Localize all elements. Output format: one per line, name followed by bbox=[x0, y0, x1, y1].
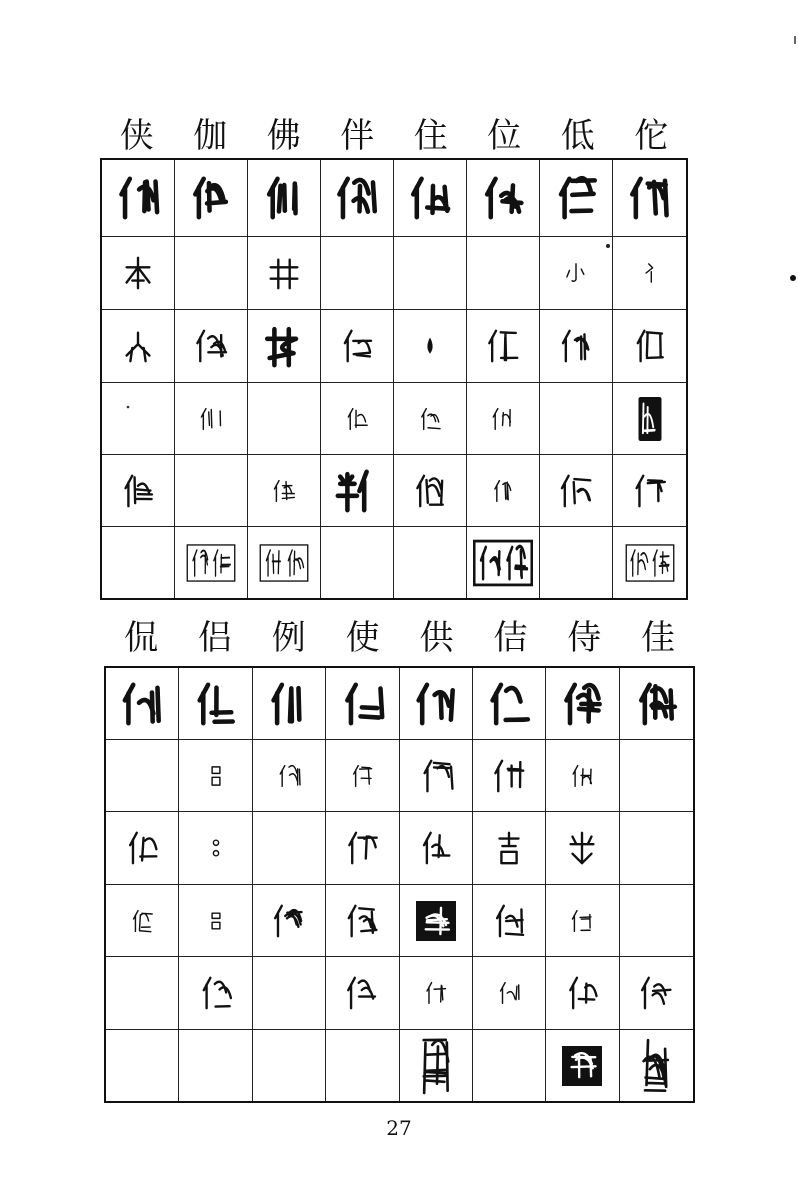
table-cell bbox=[175, 527, 248, 598]
table-cell bbox=[620, 812, 693, 885]
table-cell bbox=[106, 957, 179, 1030]
glyph-image bbox=[638, 1035, 674, 1097]
table-cell bbox=[248, 527, 321, 598]
table-cell bbox=[467, 455, 540, 527]
header-char: 佶 bbox=[493, 618, 528, 658]
glyph-image bbox=[119, 472, 157, 510]
glyph-image bbox=[625, 544, 675, 582]
table-cell bbox=[179, 885, 252, 957]
glyph-image bbox=[562, 1046, 602, 1086]
table-cell bbox=[473, 668, 546, 740]
table-cell bbox=[179, 668, 252, 740]
table-cell bbox=[394, 455, 467, 527]
table-cell bbox=[467, 310, 540, 383]
glyph-image bbox=[129, 908, 155, 934]
glyph-image bbox=[490, 829, 528, 867]
glyph-image bbox=[557, 472, 595, 510]
header-char: 佳 bbox=[641, 618, 676, 658]
character-table-2 bbox=[104, 666, 695, 1103]
glyph-image bbox=[260, 174, 308, 222]
table-cell bbox=[179, 1030, 252, 1101]
header-char: 侍 bbox=[567, 618, 602, 658]
table-cell bbox=[613, 383, 686, 455]
glyph-image bbox=[333, 174, 381, 222]
table-cell bbox=[321, 160, 394, 237]
glyph-image bbox=[417, 406, 443, 432]
table-cell bbox=[253, 885, 326, 957]
table-cell bbox=[400, 668, 473, 740]
table-cell bbox=[248, 455, 321, 527]
table-cell bbox=[253, 1030, 326, 1101]
table-cell bbox=[321, 455, 394, 527]
table-cell bbox=[326, 957, 399, 1030]
table-cell bbox=[540, 527, 613, 598]
glyph-image bbox=[203, 763, 229, 789]
header-char: 供 bbox=[419, 618, 454, 658]
glyph-image bbox=[186, 544, 236, 582]
glyph-image bbox=[118, 680, 166, 728]
table-cell bbox=[620, 668, 693, 740]
glyph-image bbox=[123, 829, 161, 867]
table-cell bbox=[102, 527, 175, 598]
table-cell bbox=[326, 668, 399, 740]
table-cell bbox=[179, 812, 252, 885]
table-cell bbox=[106, 668, 179, 740]
table-cell bbox=[546, 668, 619, 740]
glyph-image bbox=[265, 680, 313, 728]
glyph-image bbox=[197, 974, 235, 1012]
glyph-image bbox=[417, 829, 455, 867]
table-cell bbox=[106, 740, 179, 812]
table-cell bbox=[467, 383, 540, 455]
glyph-image bbox=[496, 980, 522, 1006]
glyph-image bbox=[418, 1035, 454, 1097]
glyph-image bbox=[563, 260, 589, 286]
table-cell bbox=[546, 1030, 619, 1101]
glyph-image bbox=[338, 680, 386, 728]
table-cell bbox=[473, 885, 546, 957]
table-cell bbox=[326, 812, 399, 885]
table-cell bbox=[467, 237, 540, 310]
glyph-image bbox=[203, 835, 229, 861]
table-cell bbox=[540, 310, 613, 383]
glyph-image bbox=[558, 680, 606, 728]
header-char: 侃 bbox=[123, 618, 158, 658]
glyph-image bbox=[563, 829, 601, 867]
header-row-1 bbox=[100, 116, 688, 156]
table-cell bbox=[540, 455, 613, 527]
table-cell bbox=[106, 885, 179, 957]
table-cell bbox=[321, 383, 394, 455]
table-cell bbox=[102, 237, 175, 310]
table-cell bbox=[321, 527, 394, 598]
glyph-image bbox=[271, 478, 297, 504]
table-cell bbox=[326, 740, 399, 812]
table-cell bbox=[248, 160, 321, 237]
table-cell bbox=[175, 455, 248, 527]
table-cell bbox=[394, 383, 467, 455]
header-char: 使 bbox=[345, 618, 380, 658]
glyph-image bbox=[344, 406, 370, 432]
table-cell bbox=[540, 237, 613, 310]
table-cell bbox=[102, 310, 175, 383]
table-cell bbox=[253, 812, 326, 885]
glyph-image bbox=[119, 254, 157, 292]
table-cell bbox=[102, 383, 175, 455]
table-cell bbox=[394, 310, 467, 383]
glyph-image bbox=[187, 174, 235, 222]
glyph-image bbox=[490, 406, 516, 432]
table-cell bbox=[400, 812, 473, 885]
header-char: 佛 bbox=[266, 116, 301, 156]
table-cell bbox=[467, 527, 540, 598]
table-cell bbox=[321, 237, 394, 310]
glyph-image bbox=[484, 327, 522, 365]
header-char: 侠 bbox=[119, 116, 154, 156]
table-cell bbox=[400, 885, 473, 957]
table-cell bbox=[253, 957, 326, 1030]
glyph-image bbox=[637, 260, 663, 286]
table-cell bbox=[540, 383, 613, 455]
glyph-image bbox=[490, 478, 516, 504]
glyph-image bbox=[569, 763, 595, 789]
table-cell bbox=[546, 812, 619, 885]
header-char: 侣 bbox=[197, 618, 232, 658]
glyph-image bbox=[343, 902, 381, 940]
table-cell bbox=[248, 237, 321, 310]
character-table-1 bbox=[100, 158, 688, 600]
glyph-image bbox=[423, 980, 449, 1006]
header-char: 例 bbox=[271, 618, 306, 658]
header-char: 住 bbox=[413, 116, 448, 156]
glyph-image bbox=[473, 535, 533, 591]
glyph-image bbox=[259, 544, 309, 582]
glyph-image bbox=[490, 757, 528, 795]
glyph-image bbox=[626, 174, 674, 222]
glyph-image bbox=[417, 757, 455, 795]
page-number: 27 bbox=[386, 1116, 412, 1140]
table-cell bbox=[613, 160, 686, 237]
glyph-image bbox=[631, 472, 669, 510]
glyph-image bbox=[412, 680, 460, 728]
glyph-image bbox=[343, 829, 381, 867]
table-cell bbox=[473, 1030, 546, 1101]
table-cell bbox=[175, 237, 248, 310]
glyph-image bbox=[485, 680, 533, 728]
table-cell bbox=[613, 455, 686, 527]
table-cell bbox=[106, 812, 179, 885]
glyph-image bbox=[192, 327, 230, 365]
table-cell bbox=[400, 1030, 473, 1101]
header-row-2 bbox=[104, 618, 695, 658]
table-cell bbox=[613, 310, 686, 383]
glyph-image bbox=[203, 908, 229, 934]
ink-dot bbox=[790, 275, 796, 281]
table-cell bbox=[394, 237, 467, 310]
table-cell bbox=[326, 1030, 399, 1101]
glyph-image bbox=[276, 763, 302, 789]
glyph-image bbox=[114, 174, 162, 222]
header-char: 伽 bbox=[193, 116, 228, 156]
table-cell bbox=[179, 957, 252, 1030]
glyph-image bbox=[632, 680, 680, 728]
table-cell bbox=[540, 160, 613, 237]
table-cell bbox=[620, 885, 693, 957]
table-cell bbox=[473, 740, 546, 812]
table-cell bbox=[400, 740, 473, 812]
table-cell bbox=[253, 668, 326, 740]
table-cell bbox=[326, 885, 399, 957]
table-cell bbox=[546, 957, 619, 1030]
header-char: 低 bbox=[560, 116, 595, 156]
table-cell bbox=[467, 160, 540, 237]
glyph-image bbox=[557, 327, 595, 365]
header-char: 位 bbox=[487, 116, 522, 156]
glyph-image bbox=[198, 406, 224, 432]
table-cell bbox=[102, 160, 175, 237]
table-cell bbox=[321, 310, 394, 383]
table-cell bbox=[620, 957, 693, 1030]
glyph-image bbox=[637, 396, 663, 442]
table-cell bbox=[248, 383, 321, 455]
glyph-image bbox=[406, 174, 454, 222]
header-char: 伴 bbox=[340, 116, 375, 156]
glyph-image bbox=[270, 902, 308, 940]
table-cell bbox=[175, 310, 248, 383]
glyph-image bbox=[260, 322, 308, 370]
glyph-image bbox=[631, 327, 669, 365]
glyph-image bbox=[333, 467, 381, 515]
table-cell bbox=[546, 885, 619, 957]
glyph-image bbox=[119, 327, 157, 365]
glyph-image bbox=[563, 974, 601, 1012]
table-cell bbox=[179, 740, 252, 812]
glyph-image bbox=[479, 174, 527, 222]
glyph-image bbox=[192, 680, 240, 728]
glyph-image bbox=[569, 908, 595, 934]
table-cell bbox=[473, 812, 546, 885]
table-cell bbox=[106, 1030, 179, 1101]
table-cell bbox=[620, 1030, 693, 1101]
table-cell bbox=[394, 160, 467, 237]
glyph-image bbox=[411, 472, 449, 510]
glyph-image bbox=[417, 333, 443, 359]
glyph-image bbox=[552, 174, 600, 222]
glyph-image bbox=[265, 254, 303, 292]
table-cell bbox=[248, 310, 321, 383]
glyph-image bbox=[637, 974, 675, 1012]
glyph-image bbox=[349, 763, 375, 789]
header-char: 佗 bbox=[634, 116, 669, 156]
table-cell bbox=[102, 455, 175, 527]
glyph-image bbox=[343, 974, 381, 1012]
table-cell bbox=[400, 957, 473, 1030]
table-cell bbox=[613, 237, 686, 310]
table-cell bbox=[473, 957, 546, 1030]
table-cell bbox=[546, 740, 619, 812]
table-cell bbox=[613, 527, 686, 598]
glyph-image bbox=[490, 902, 528, 940]
glyph-image bbox=[416, 901, 456, 941]
table-cell bbox=[175, 160, 248, 237]
table-cell bbox=[394, 527, 467, 598]
table-cell bbox=[175, 383, 248, 455]
glyph-image bbox=[338, 327, 376, 365]
table-cell bbox=[253, 740, 326, 812]
table-cell bbox=[620, 740, 693, 812]
